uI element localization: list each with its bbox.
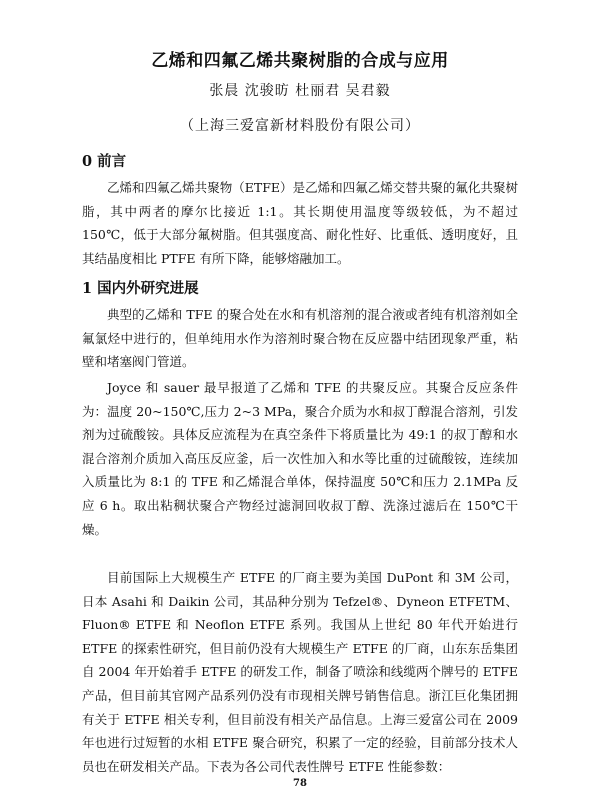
affiliation: （上海三爱富新材料股份有限公司） (180, 118, 420, 134)
progress-paragraph-1: 典型的乙烯和 TFE 的聚合处在水和有机溶剂的混合液或者纯有机溶剂如全氟氯烃中进行的，但单纯用水作为溶剂时聚合物在反应器中结团现象严重，粘壁和堵塞阀门管道。 (82, 307, 518, 370)
preface-paragraph: 乙烯和四氟乙烯共聚物（ETFE）是乙烯和四氟乙烯交替共聚的氟化共聚树脂，其中两者的摩尔比接近 1:1。其长期使用温度等级较低，为不超过 150℃，低于大部分氟树脂。但其强度高、耐化性好、比重低、透明度好，且其结晶度相比 PTFE 有所下降，能够熔融加工。 (82, 180, 518, 266)
page-number: 78 (293, 778, 307, 789)
progress-paragraph-3: 目前国际上大规模生产 ETFE 的厂商主要为美国 DuPont 和 3M 公司，日本 Asahi 和 Daikin 公司，其品种分别为 Tefzel®、Dyneon ETFETM、Fluon® ETFE 和 Neoflon ETFE 系列。我国从上世纪 80 年代开始进行 ETFE 的探索性研究，但目前仍没有大规模生产 ETFE 的厂商，山东东岳集团自 2004 年开始着手 ETFE 的研发工作，制备了喷涂和线缆两个牌号的 ETFE 产品，但目前其官网产品系列仍没有市现相关牌号销售信息。浙江巨化集团拥有关于 ETFE 相关专利，但目前没有相关产品信息。上海三爱富公司在 2009 年也进行过短暂的水相 ETFE 聚合研究，积累了一定的经验，目前部分技术人员也在研发相关产品。下表为各公司代表性牌号 ETFE 性能参数： (82, 570, 518, 774)
progress-paragraph-2: Joyce 和 sauer 最早报道了乙烯和 TFE 的共聚反应。其聚合反应条件为：温度 20~150℃,压力 2~3 MPa，聚合介质为水和叔丁醇混合溶剂，引发剂为过硫酸铵。具体反应流程为在真空条件下将质量比为 49:1 的叔丁醇和水混合溶剂介质加入高压反应釜，后一次性加入和水等比重的过硫酸铵，连续加入质量比为 8:1 的 TFE 和乙烯混合单体，保持温度 50℃和压力 2.1MPa 反应 6 h。取出粘稠状聚合产物经过滤洞回收叔丁醇、洗涤过滤后在 150℃干燥。 (82, 380, 518, 537)
author-list: 张晨 沈骏昉 杜丽君 吴君毅 (209, 83, 391, 99)
section-heading-preface: 0 前言 (82, 153, 127, 170)
paper-title: 乙烯和四氟乙烯共聚树脂的合成与应用 (151, 51, 449, 71)
section-heading-progress: 1 国内外研究进展 (82, 280, 199, 297)
